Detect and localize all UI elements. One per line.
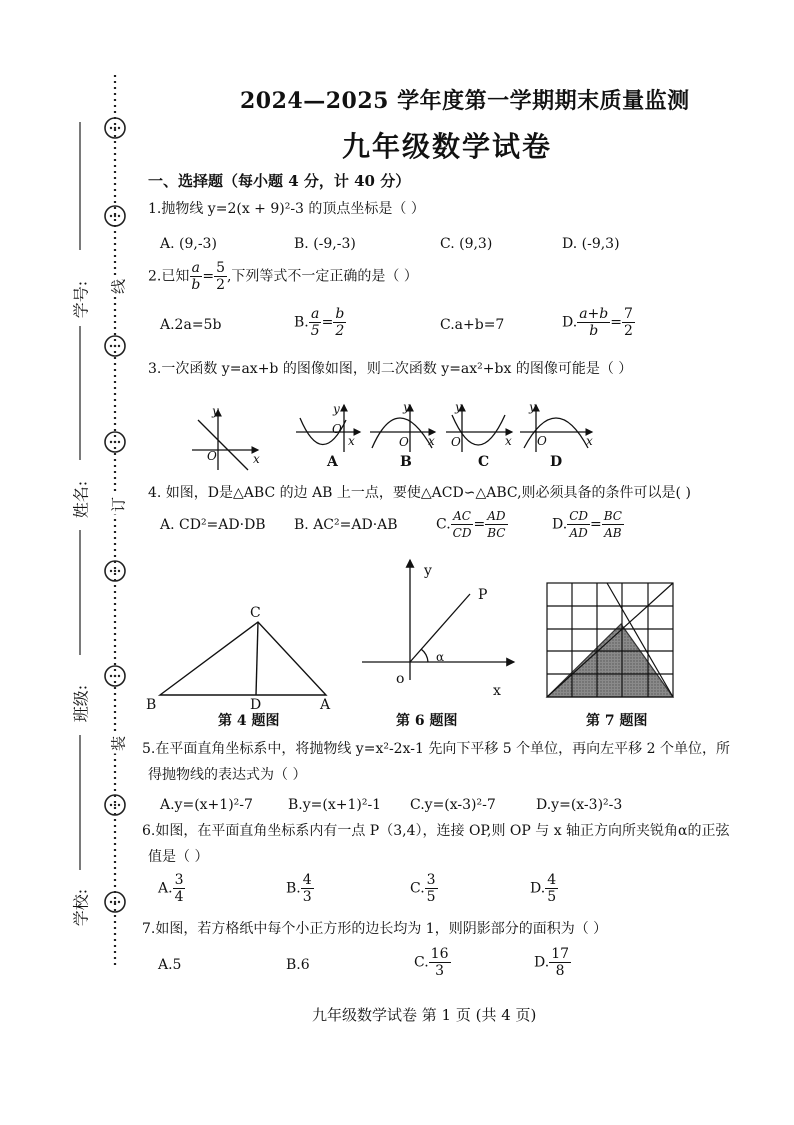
q6-optd-num: 4 [547,872,557,888]
q6-optc-frac [425,872,438,905]
exam-title: 2024—2025 学年度第一学期期末质量监测 [240,88,690,114]
q5-option-b: B.y=(x+1)²-1 [288,797,382,813]
q4-optd-n1: CD [569,509,588,523]
q6-opta-frac [173,872,186,905]
q6-optc-den: 5 [426,889,436,905]
q3-d-o: O [537,434,547,448]
q1-option-a: A. (9,-3) [160,236,217,252]
q4-optc-d1: CD [452,526,472,540]
q4-optc-prefix: C. [436,516,451,533]
q7-optd-frac [549,946,571,979]
q3-label-b: B [400,454,412,470]
q3-b-x: x [428,434,435,448]
fig4-label-d: D [250,697,262,713]
q2-optd-eq: = [610,314,622,331]
fig4-caption: 第 4 题图 [218,713,280,729]
q2-frac2-num: 5 [216,260,225,276]
binding-label-name: 姓名: [71,480,91,519]
q4-optc-eq: = [473,516,486,533]
q5-option-c: C.y=(x-3)²-7 [410,797,496,813]
q7-optd-prefix: D. [534,954,550,971]
q2-optb-n2: b [335,306,345,322]
q2-optd-d1: b [589,323,599,339]
q6-optd-frac [545,872,558,905]
q6-optb-frac [301,872,314,905]
q4-optd-eq: = [590,516,602,533]
q2-stem-prefix: 2.已知 [148,268,190,285]
question-6-line2: 值是（ ） [148,849,209,865]
q3-lin-x: x [253,452,260,466]
q3-d-y: y [529,400,536,414]
q1-option-d: D. (-9,3) [562,236,620,252]
q2-stem-suffix: ,下列等式不一定正确的是（ ） [226,268,418,285]
page-footer: 九年级数学试卷 第 1 页 (共 4 页) [312,1006,537,1024]
binding-label-student-id: 学号: [71,280,91,319]
q2-optb-d2: 2 [335,323,345,339]
q2-equals: = [202,268,215,285]
q2-optb-d1: 5 [310,323,320,339]
q4-optd-prefix: D. [552,516,568,533]
q1-option-b: B. (-9,-3) [294,236,356,252]
q2-optb-n1: a [311,306,320,322]
q7-option-c [414,946,451,979]
fig6-label-x: x [493,683,501,699]
figure-4-triangle [160,622,326,695]
q3-a-o: O [332,422,342,436]
fig7-caption: 第 7 题图 [586,713,648,729]
q7-optc-den: 3 [435,963,445,979]
q6-optb-prefix: B. [286,880,301,897]
fig4-label-c: C [250,605,261,621]
q6-option-b [286,872,314,905]
q2-option-a: A.2a=5b [160,317,222,333]
question-5-line2: 得抛物线的表达式为（ ） [148,767,307,783]
q4-optc-d2: BC [487,526,506,540]
q3-a-x: x [348,434,355,448]
binding-mark-zhuang: 装 [108,734,129,754]
q4-option-b: B. AC²=AD·AB [294,517,398,533]
q4-optc-n2: AD [487,509,506,523]
q7-option-b: B.6 [286,957,310,973]
q4-optd-n2: BC [603,509,622,523]
q4-option-a: A. CD²=AD·DB [160,517,266,533]
q7-optd-num: 17 [551,946,570,962]
q4-optd-d2: AB [604,526,622,540]
fig6-label-alpha: α [436,650,445,664]
q3-d-x: x [586,434,593,448]
q2-frac-den: b [191,277,201,293]
q7-option-a: A.5 [158,957,182,973]
fig6-caption: 第 6 题图 [396,713,458,729]
q3-b-y: y [403,400,410,414]
q3-c-o: O [451,435,461,449]
q7-optc-prefix: C. [414,954,429,971]
fig6-label-y: y [424,563,432,579]
q2-optd-n2: 7 [623,306,633,322]
q3-a-y: y [333,402,340,416]
q7-optc-frac [429,946,451,979]
binding-label-school: 学校: [71,888,91,927]
q6-optb-num: 4 [302,872,312,888]
q6-option-c [410,872,438,905]
q5-option-d: D.y=(x-3)²-3 [536,797,623,813]
q6-optd-prefix: D. [530,880,546,897]
q2-optd-d2: 2 [623,323,633,339]
q2-frac-num: a [191,260,201,276]
q3-lin-y: y [212,404,219,418]
q2-frac2-den: 2 [216,277,225,293]
q3-c-x: x [505,434,512,448]
q2-optb-eq: = [321,314,334,331]
fig6-label-o: o [396,671,405,687]
figure-7-grid [547,583,673,697]
q6-opta-num: 3 [174,872,184,888]
question-3-stem: 3.一次函数 y=ax+b 的图像如图，则二次函数 y=ax²+bx 的图像可能是（ ） [148,361,633,377]
q3-label-a: A [327,454,338,470]
q1-option-c: C. (9,3) [440,236,493,252]
exam-subtitle: 九年级数学试卷 [342,130,553,163]
q5-option-a: A.y=(x+1)²-7 [160,797,253,813]
question-1-stem: 1.抛物线 y=2(x + 9)²-3 的顶点坐标是（ ） [148,201,425,217]
q6-optc-num: 3 [426,872,436,888]
q7-optc-num: 16 [430,946,449,962]
binding-mark-ding: 订 [108,495,129,515]
q6-optd-den: 5 [547,889,557,905]
question-4-stem: 4. 如图，D是△ABC 的边 AB 上一点，要使△ACD∽△ABC,则必须具备的条件可以是( ) [148,485,691,501]
q2-optd-n1: a+b [579,306,609,322]
q3-label-d: D [550,454,563,470]
q6-opta-prefix: A. [158,880,173,897]
q6-optb-den: 3 [302,889,312,905]
q3-lin-o: O [207,449,217,463]
q3-c-y: y [455,400,462,414]
fig4-label-a: A [320,697,331,713]
q4-optc-n1: AC [453,509,471,523]
section-title-choice: 一、选择题（每小题 4 分，计 40 分） [148,172,411,190]
question-5-line1: 5.在平面直角坐标系中，将抛物线 y=x²-2x-1 先向下平移 5 个单位，再向左平移 2 个单位，所 [142,741,730,757]
q6-option-d [530,872,558,905]
binding-mark-xian: 线 [108,277,129,297]
q6-opta-den: 4 [174,889,184,905]
q7-optd-den: 8 [555,963,565,979]
q2-optb-prefix: B. [294,314,309,331]
q3-label-c: C [478,454,490,470]
q7-option-d [534,946,571,979]
q4-optd-d1: AD [569,526,588,540]
q6-option-a [158,872,185,905]
q2-option-c: C.a+b=7 [440,317,505,333]
binding-label-class: 班级: [71,684,91,723]
fig4-label-b: B [146,697,157,713]
question-7-stem: 7.如图，若方格纸中每个小正方形的边长均为 1，则阴影部分的面积为（ ） [142,921,608,937]
question-6-line1: 6.如图，在平面直角坐标系内有一点 P（3,4），连接 OP,则 OP 与 x 轴正方向所夹锐角α的正弦 [142,823,730,839]
q2-optd-prefix: D. [562,314,578,331]
fig6-label-p: P [478,587,488,603]
q3-b-o: O [399,435,409,449]
q6-optc-prefix: C. [410,880,425,897]
